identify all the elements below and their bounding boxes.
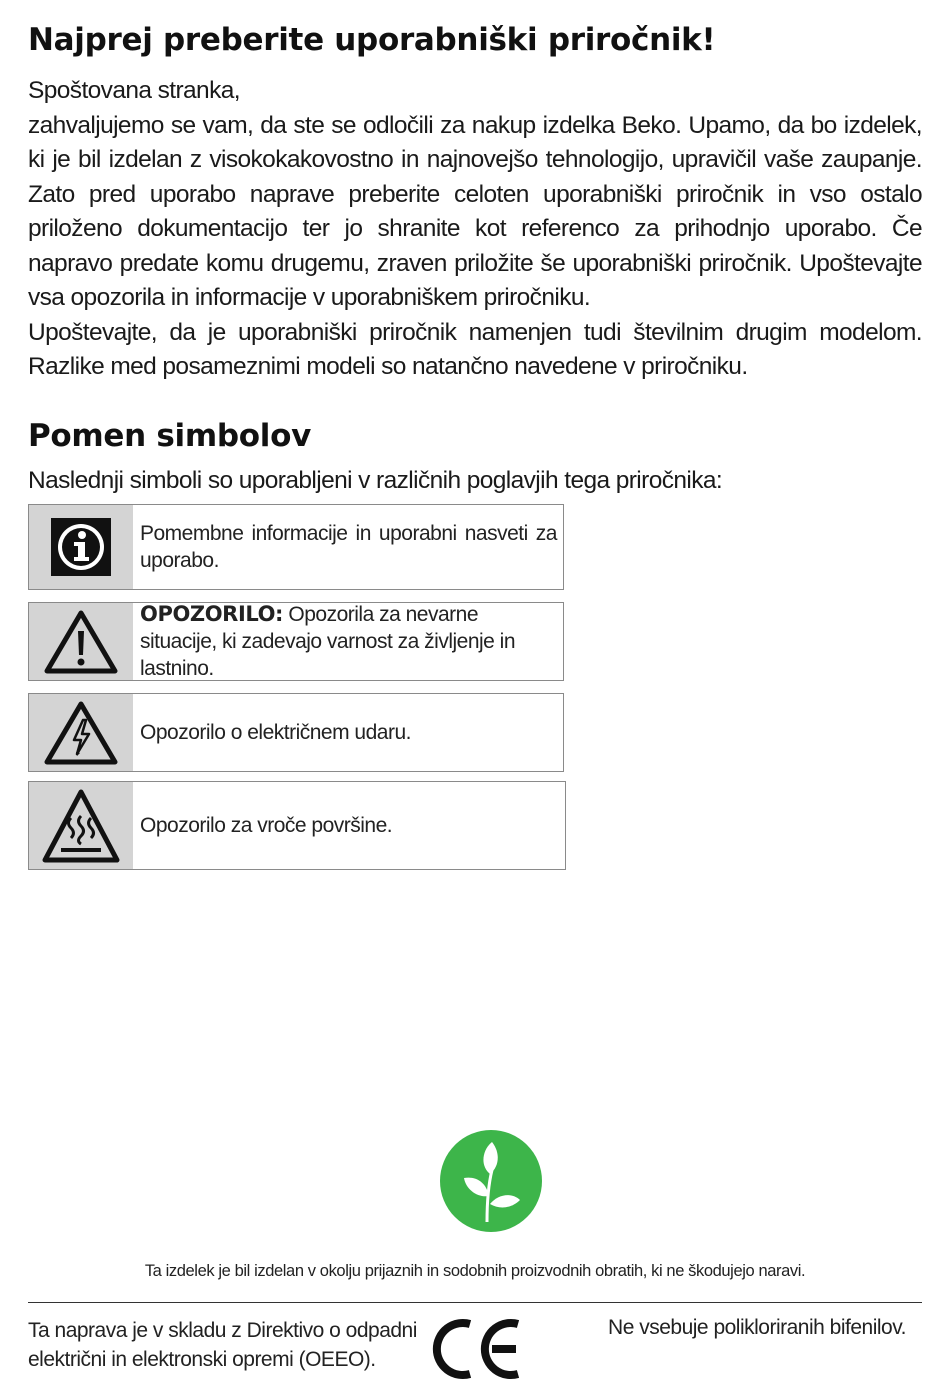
electric-shock-icon	[29, 694, 133, 771]
footer-divider	[28, 1302, 922, 1303]
hot-surface-icon	[29, 782, 133, 869]
weee-compliance-note: Ta naprava je v skladu z Direktivo o odpadni električni in elektronski opremi (OEEO).	[28, 1319, 417, 1371]
symbol-warning-row	[28, 602, 564, 681]
symbol-warning-text-cell	[133, 603, 563, 680]
warning-icon	[29, 603, 133, 680]
intro-section	[28, 74, 922, 385]
ce-mark-icon	[430, 1318, 522, 1380]
eco-leaf-icon	[440, 1130, 542, 1232]
models-note-paragraph: Upoštevajte, da je uporabniški priročnik namenjen tudi številnim drugim modelom. Razlike med posameznimi modeli so natančno navedene v priročniku.	[28, 318, 922, 380]
symbol-hot-surface-text: Opozorilo za vroče površine.	[140, 814, 393, 837]
pcb-free-note: Ne vsebuje polikloriranih bifenilov.	[608, 1316, 906, 1339]
eco-production-note: Ta izdelek je bil izdelan v okolju prijaznih in sodobnih proizvodnih obratih, ki ne škodujejo naravi.	[144, 1262, 806, 1280]
warning-description: Opozorila za nevarne situacije, ki zadevajo varnost za življenje in lastnino.	[140, 603, 516, 680]
greeting: Spoštovana stranka,	[28, 77, 240, 104]
symbol-electric-row	[28, 693, 564, 772]
symbol-hot-surface-row	[28, 781, 566, 870]
symbol-info-text-cell	[133, 505, 563, 589]
info-icon	[29, 505, 133, 589]
warning-label: OPOZORILO:	[140, 602, 284, 626]
intro-paragraph: zahvaljujemo se vam, da ste se odločili za nakup izdelka Beko. Upamo, da bo izdelek, ki je bil izdelan z visokokakovostno in najnovejšo tehnologijo, upravičil vaše zaupanje. Zato pred uporabo naprave preberite celoten uporabniški priročnik in vso ostalo priloženo dokumentacijo ter jo shranite kot referenco za prihodnjo uporabo. Če napravo predate komu drugemu, zraven priložite še uporabniški priročnik. Upoštevajte vsa opozorila in informacije v uporabniškem priročniku.	[28, 111, 922, 311]
symbol-info-text: Pomembne informacije in uporabni nasveti za uporabo.	[140, 522, 557, 572]
symbol-electric-text: Opozorilo o električnem udaru.	[140, 721, 411, 744]
symbol-hot-surface-text-cell	[133, 782, 565, 869]
symbol-info-row	[28, 504, 564, 590]
symbols-intro: Naslednji simboli so uporabljeni v različnih poglavjih tega priročnika:	[28, 467, 723, 494]
symbol-warning-text	[140, 601, 557, 682]
page-title: Najprej preberite uporabniški priročnik!	[28, 22, 716, 58]
symbols-heading: Pomen simbolov	[28, 418, 312, 454]
symbol-electric-text-cell	[133, 694, 563, 771]
